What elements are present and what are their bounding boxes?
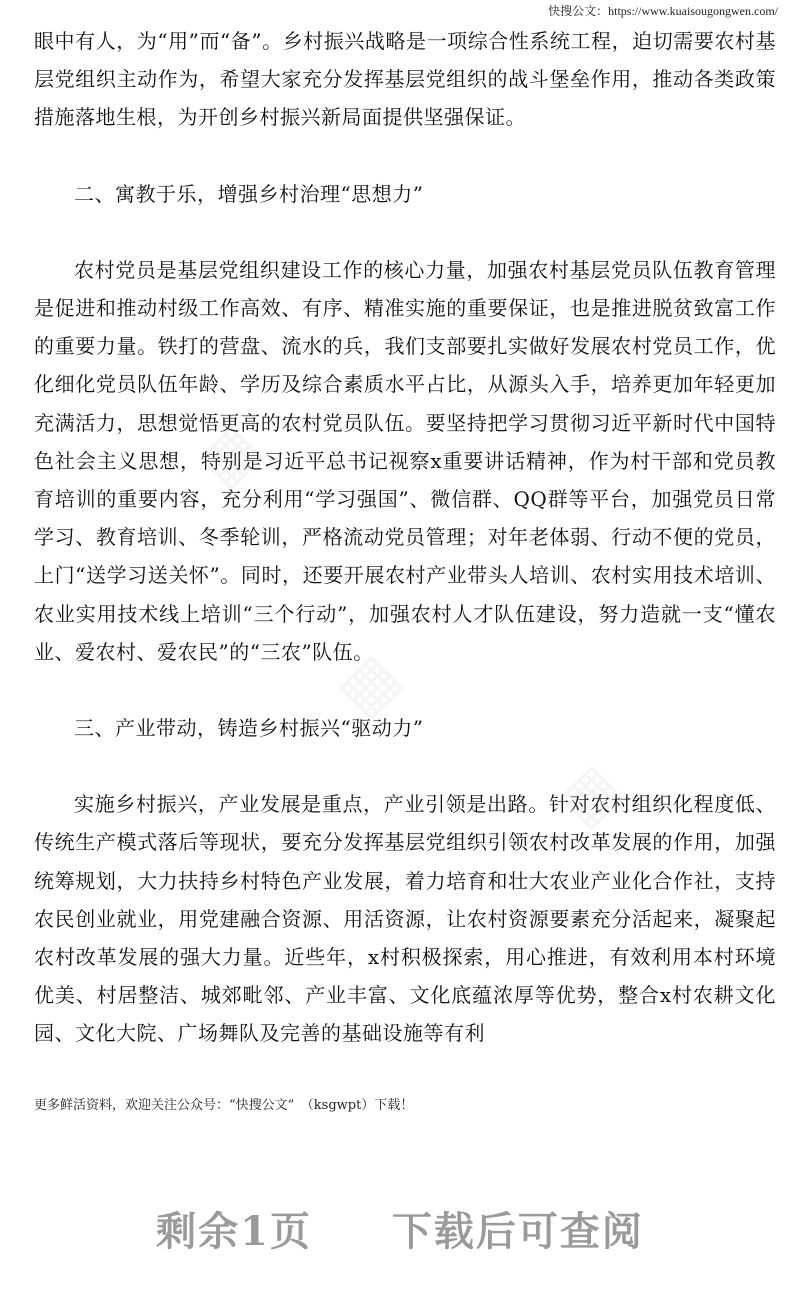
download-to-view-label: 下载后可查阅 (391, 1208, 644, 1255)
remaining-pages-banner[interactable] (0, 1200, 800, 1257)
watermark-logo: ▦ (323, 640, 414, 730)
paragraph-gap (34, 137, 776, 175)
remaining-pages-label: 剩余1页 (156, 1208, 312, 1255)
paragraph-intro-continuation: 眼中有人，为“用”而“备”。乡村振兴战略是一项综合性系统工程，迫切需要农村基层党组织主动作为，希望大家充分发挥基层党组织的战斗堡垒作用，推动各类政策措施落地生根，为开创乡村振兴新局面提供坚强保证。 (34, 29, 776, 130)
document-body (34, 22, 776, 1053)
watermark-logo: ▦ (183, 410, 274, 500)
section-heading-3: 三、产业带动，铸造乡村振兴“驱动力” (74, 716, 424, 741)
paragraph-gap (34, 213, 776, 251)
paragraph-gap (34, 671, 776, 709)
watermark-logo: ▦ (543, 750, 634, 840)
paragraph-industry: 实施乡村振兴，产业发展是重点，产业引领是出路。针对农村组织化程度低、传统生产模式落后等现状，要充分发挥基层党组织引领农村改革发展的作用，加强统筹规划，大力扶持乡村特色产业发展，着力培育和壮大农业产业化合作社，支持农民创业就业，用党建融合资源、用活资源，让农村资源要素充分活起来，凝聚起农村改革发展的强大力量。近些年，x村积极探索，用心推进，有效利用本村环境优美、村居整洁、城郊毗邻、产业丰富、文化底蕴浓厚等优势，整合x村农耕文化园、文化大院、广场舞队及完善的基础设施等有利 (34, 792, 776, 1046)
header-source-url[interactable]: 快搜公文：https://www.kuaisougongwen.com/ (548, 4, 778, 18)
footer-note: 更多鲜活资料，欢迎关注公众号：“快搜公文” （ksgwpt）下载！ (34, 1098, 414, 1113)
paragraph-party-members: 农村党员是基层党组织建设工作的核心力量，加强农村基层党员队伍教育管理是促进和推动村级工作高效、有序、精准实施的重要保证，也是推进脱贫致富工作的重要力量。铁打的营盘、流水的兵，我们支部要扎实做好发展农村党员工作，优化细化党员队伍年龄、学历及综合素质水平占比，从源头入手，培养更加年轻更加充满活力，思想觉悟更高的农村党员队伍。要坚持把学习贯彻习近平新时代中国特色社会主义思想，特别是习近平总书记视察x重要讲话精神，作为村干部和党员教育培训的重要内容，充分利用“学习强国”、微信群、QQ群等平台，加强党员日常学习、教育培训、冬季轮训，严格流动党员管理；对年老体弱、行动不便的党员，上门“送学习送关怀”。同时，还要开展农村产业带头人培训、农村实用技术培训、农业实用技术线上培训“三个行动”，加强农村人才队伍建设，努力造就一支“懂农业、爱农村、爱农民”的“三农”队伍。 (34, 257, 776, 664)
paragraph-gap (34, 747, 776, 785)
section-heading-2: 二、寓教于乐，增强乡村治理“思想力” (74, 181, 424, 206)
